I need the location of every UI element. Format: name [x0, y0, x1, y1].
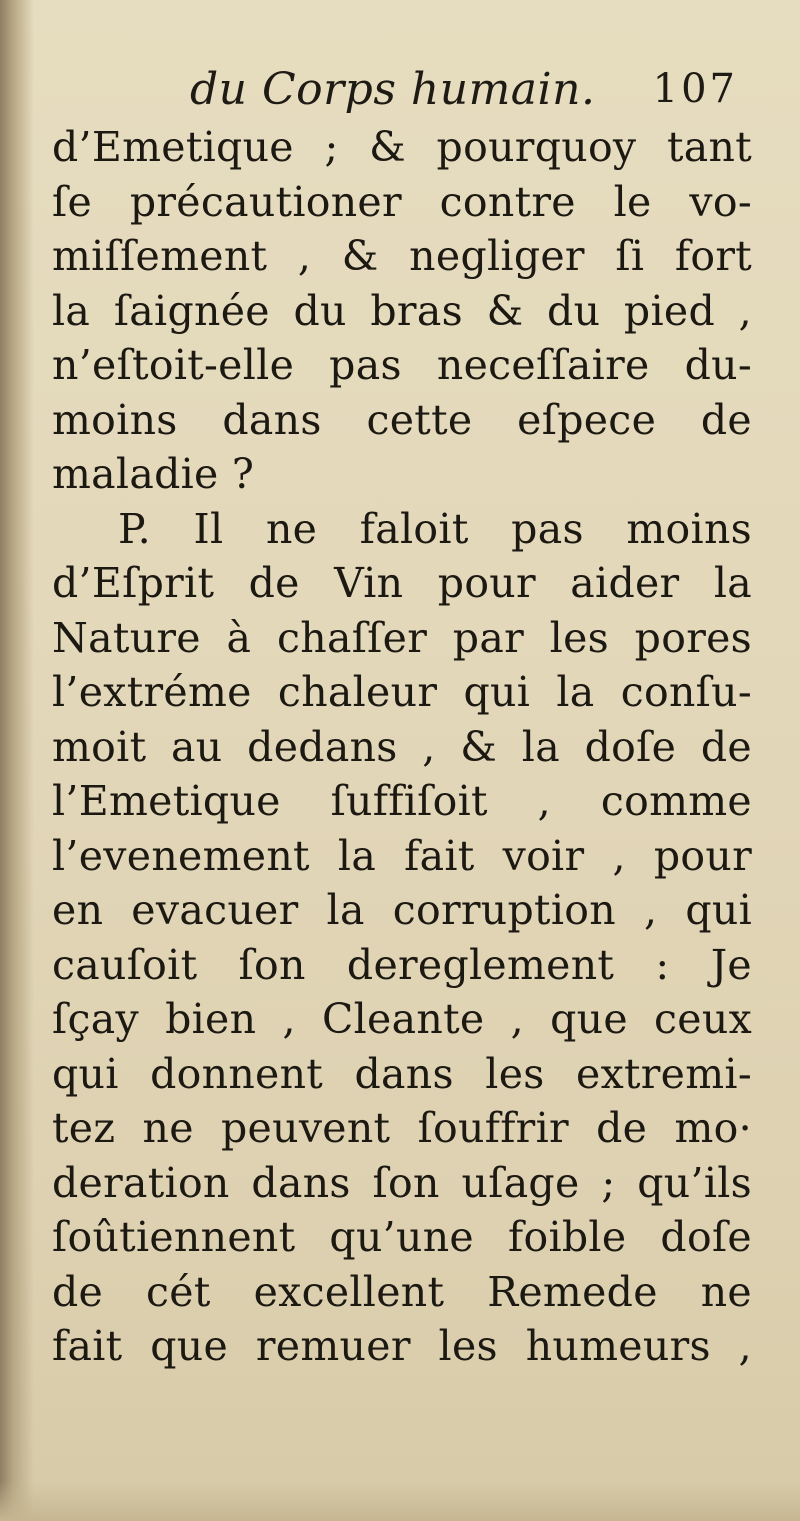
text-line: Nature à chaſſer par les pores	[52, 613, 752, 662]
text-line: deration dans ſon uſage ; qu’ils	[52, 1158, 752, 1207]
text-line: ſçay bien , Cleante , que ceux	[52, 995, 752, 1043]
paragraph-start-line: P. Il ne faloit pas moins	[118, 504, 752, 553]
text-line: miſſement , & negliger ſi fort	[52, 232, 752, 280]
text-line: l’extréme chaleur qui la conſu-	[52, 668, 752, 716]
bottom-edge-shadow	[0, 1481, 800, 1521]
text-line: ſe précautioner contre le vo-	[52, 177, 752, 226]
text-line: n’eſtoit-elle pas neceſſaire du-	[52, 341, 752, 389]
page-number: 107	[652, 66, 738, 112]
body-text	[52, 120, 752, 1374]
text-line: l’Emetique ſuffiſoit , comme	[52, 777, 752, 825]
text-line: la ſaignée du bras & du pied ,	[52, 286, 752, 335]
text-line: tez ne peuvent ſouffrir de mo·	[52, 1104, 752, 1152]
text-line: d’Eſprit de Vin pour aider la	[52, 559, 752, 607]
text-line: de cét excellent Remede ne	[52, 1267, 752, 1316]
text-line: ſoûtiennent qu’une foible doſe	[52, 1213, 752, 1261]
gutter-shadow	[0, 0, 34, 1521]
running-head	[190, 64, 750, 124]
text-line: fait que remuer les humeurs ,	[52, 1322, 752, 1370]
text-line: moit au dedans , & la doſe de	[52, 722, 752, 771]
text-line: l’evenement la fait voir , pour	[52, 831, 752, 880]
running-title: du Corps humain.	[190, 64, 596, 115]
text-line: qui donnent dans les extremi-	[52, 1049, 752, 1098]
text-line: cauſoit ſon dereglement : Je	[52, 940, 752, 989]
text-line: en evacuer la corruption , qui	[52, 886, 752, 934]
text-line: d’Emetique ; & pourquoy tant	[52, 123, 752, 171]
text-line: maladie ?	[52, 450, 255, 498]
text-line: moins dans cette eſpece de	[52, 395, 752, 444]
